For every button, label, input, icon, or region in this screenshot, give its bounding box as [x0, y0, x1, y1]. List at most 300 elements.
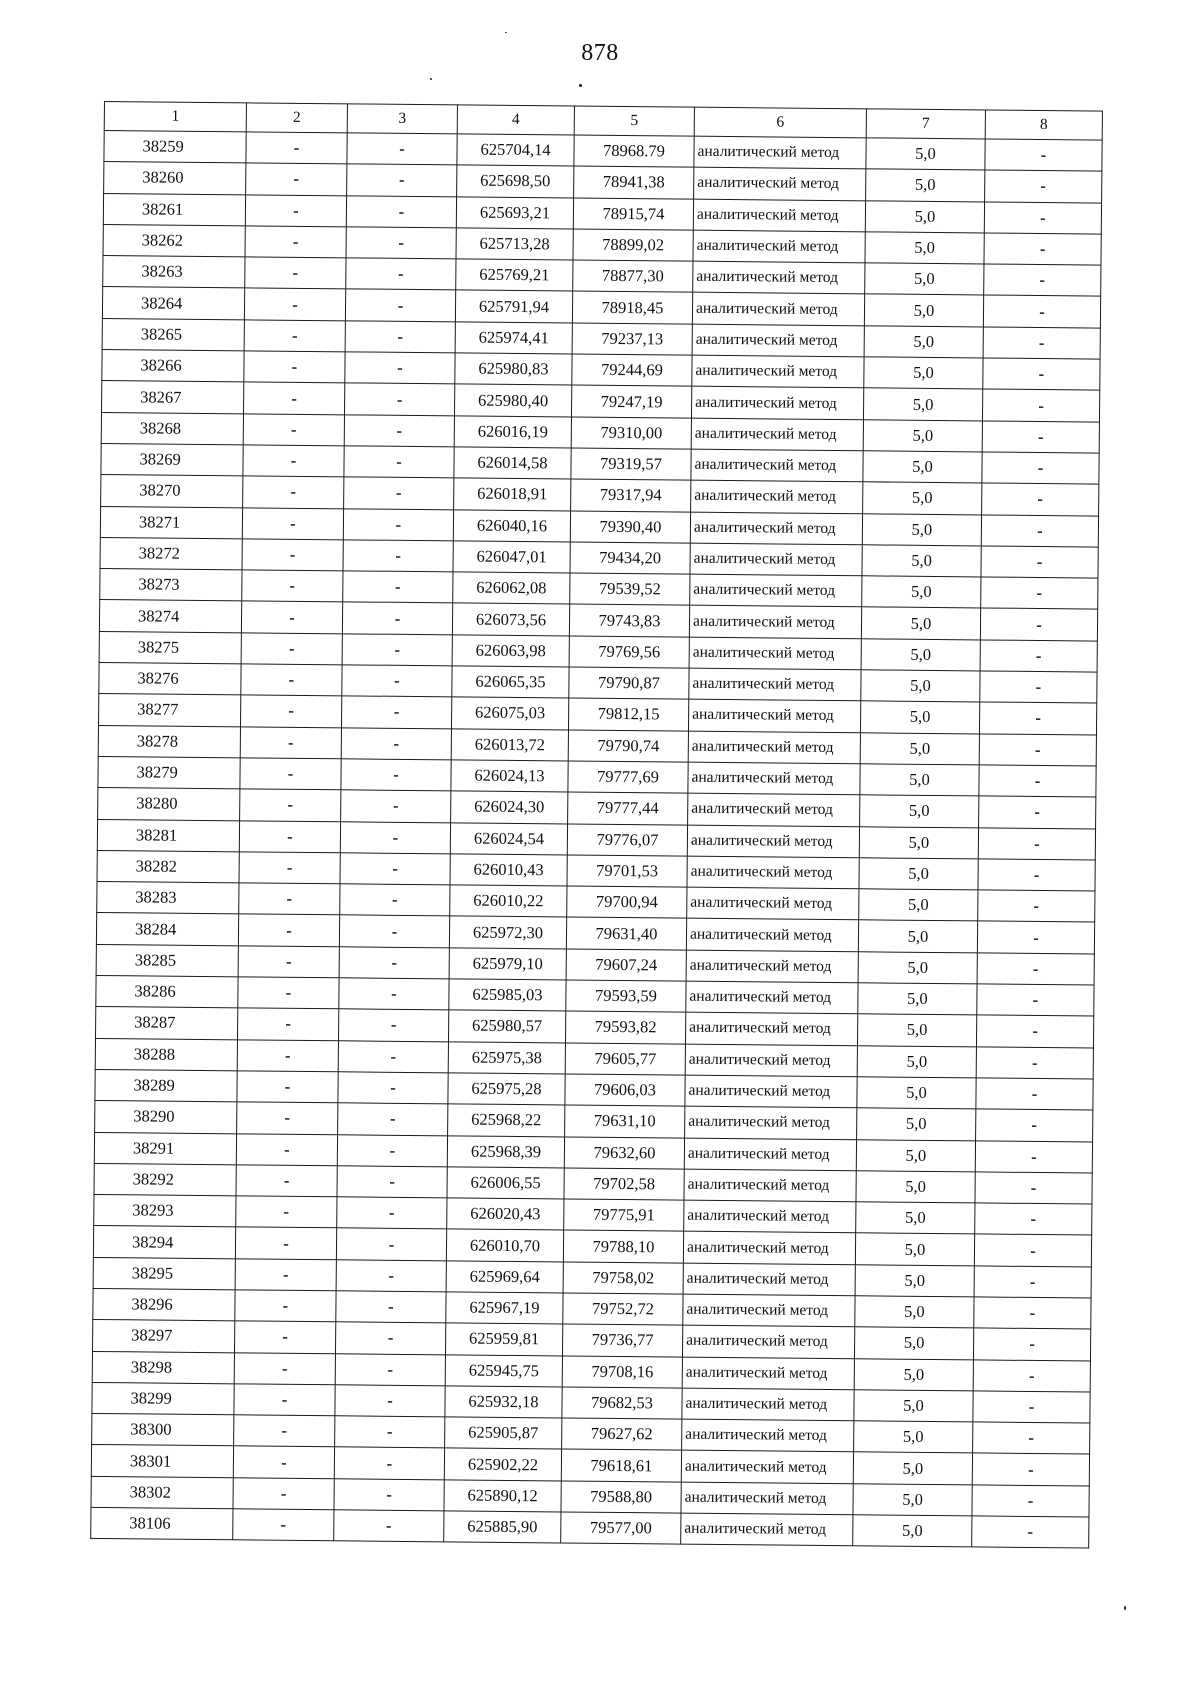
coord-x-cell: 626010,43 — [450, 854, 567, 886]
col2-cell: - — [243, 414, 344, 446]
col3-cell: - — [335, 1322, 445, 1354]
accuracy-cell: 5,0 — [857, 1045, 976, 1077]
col3-cell: - — [345, 289, 455, 321]
accuracy-cell: 5,0 — [861, 639, 980, 671]
col3-cell: - — [345, 383, 455, 415]
col3-cell: - — [344, 414, 454, 446]
coord-y-cell: 79682,53 — [562, 1387, 682, 1419]
col2-cell: - — [233, 1478, 334, 1510]
col3-cell: - — [334, 1447, 444, 1479]
col3-cell: - — [336, 1259, 446, 1291]
method-cell: аналитический метод — [683, 1294, 855, 1327]
method-cell: аналитический метод — [687, 856, 859, 889]
method-cell: аналитический метод — [690, 512, 862, 545]
point-number-cell: 38284 — [96, 913, 238, 946]
col2-cell: - — [239, 883, 340, 915]
accuracy-cell: 5,0 — [860, 732, 979, 764]
column-header-7: 7 — [866, 109, 985, 139]
col3-cell: - — [341, 696, 451, 728]
method-cell: аналитический метод — [686, 950, 858, 983]
coord-x-cell: 626018,91 — [454, 478, 571, 510]
point-number-cell: 38274 — [99, 600, 241, 633]
col8-cell: - — [972, 1516, 1089, 1548]
col8-cell: - — [985, 139, 1102, 171]
page-number: 878 — [581, 40, 619, 66]
point-number-cell: 38293 — [94, 1195, 236, 1228]
point-number-cell: 38264 — [102, 287, 244, 320]
col8-cell: - — [983, 358, 1100, 390]
coord-y-cell: 79790,74 — [568, 730, 688, 762]
method-cell: аналитический метод — [686, 981, 858, 1014]
coord-y-cell: 78915,74 — [573, 198, 693, 230]
coord-x-cell: 625979,10 — [449, 948, 566, 980]
col2-cell: - — [237, 1008, 338, 1040]
accuracy-cell: 5,0 — [865, 232, 984, 264]
coord-y-cell: 79244,69 — [572, 354, 692, 386]
col8-cell: - — [976, 1109, 1093, 1141]
accuracy-cell: 5,0 — [853, 1452, 972, 1484]
coord-x-cell: 625693,21 — [456, 196, 573, 228]
col8-cell: - — [985, 170, 1102, 202]
point-number-cell: 38302 — [91, 1476, 233, 1509]
col2-cell: - — [239, 852, 340, 884]
accuracy-cell: 5,0 — [863, 388, 982, 420]
method-cell: аналитический метод — [682, 1357, 854, 1390]
col8-cell: - — [977, 921, 1094, 953]
coord-y-cell: 79788,10 — [563, 1230, 683, 1262]
accuracy-cell: 5,0 — [862, 513, 981, 545]
method-cell: аналитический метод — [683, 1232, 855, 1265]
col8-cell: - — [980, 608, 1097, 640]
scan-speck — [1124, 1606, 1126, 1610]
col2-cell: - — [241, 695, 342, 727]
method-cell: аналитический метод — [693, 230, 865, 263]
col3-cell: - — [335, 1385, 445, 1417]
coord-x-cell: 625698,50 — [457, 165, 574, 197]
coord-y-cell: 79607,24 — [566, 949, 686, 981]
accuracy-cell: 5,0 — [857, 1014, 976, 1046]
point-number-cell: 38267 — [102, 381, 244, 414]
point-number-cell: 38259 — [104, 131, 246, 164]
point-number-cell: 38277 — [99, 694, 241, 727]
point-number-cell: 38276 — [99, 663, 241, 696]
col8-cell: - — [981, 515, 1098, 547]
col3-cell: - — [337, 1166, 447, 1198]
accuracy-cell: 5,0 — [853, 1484, 972, 1516]
col8-cell: - — [976, 1078, 1093, 1110]
coord-x-cell: 626024,13 — [451, 760, 568, 792]
coord-y-cell: 78918,45 — [572, 291, 692, 323]
point-number-cell: 38261 — [103, 193, 245, 226]
point-number-cell: 38281 — [97, 819, 239, 852]
coord-y-cell: 78941,38 — [574, 166, 694, 198]
point-number-cell: 38296 — [93, 1288, 235, 1321]
point-number-cell: 38300 — [92, 1414, 234, 1447]
col8-cell: - — [974, 1234, 1091, 1266]
col8-cell: - — [973, 1328, 1090, 1360]
method-cell: аналитический метод — [687, 887, 859, 920]
point-number-cell: 38291 — [94, 1132, 236, 1165]
col8-cell: - — [975, 1172, 1092, 1204]
col3-cell: - — [343, 508, 453, 540]
accuracy-cell: 5,0 — [862, 576, 981, 608]
point-number-cell: 38268 — [101, 412, 243, 445]
col2-cell: - — [237, 1071, 338, 1103]
accuracy-cell: 5,0 — [855, 1296, 974, 1328]
accuracy-cell: 5,0 — [864, 326, 983, 358]
accuracy-cell: 5,0 — [857, 1077, 976, 1109]
col2-cell: - — [245, 257, 346, 289]
method-cell: аналитический метод — [694, 167, 866, 200]
accuracy-cell: 5,0 — [854, 1390, 973, 1422]
col2-cell: - — [235, 1259, 336, 1291]
coord-y-cell: 79317,94 — [571, 479, 691, 511]
method-cell: аналитический метод — [682, 1419, 854, 1452]
coord-x-cell: 626016,19 — [454, 416, 571, 448]
method-cell: аналитический метод — [688, 793, 860, 826]
point-number-cell: 38260 — [104, 162, 246, 195]
col3-cell: - — [342, 602, 452, 634]
point-number-cell: 38273 — [100, 569, 242, 602]
col3-cell: - — [341, 790, 451, 822]
method-cell: аналитический метод — [691, 387, 863, 420]
col3-cell: - — [336, 1291, 446, 1323]
coord-x-cell: 626013,72 — [451, 729, 568, 761]
method-cell: аналитический метод — [690, 574, 862, 607]
col3-cell: - — [341, 727, 451, 759]
coord-x-cell: 625972,30 — [449, 916, 566, 948]
method-cell: аналитический метод — [691, 480, 863, 513]
coord-x-cell: 625968,39 — [447, 1135, 564, 1167]
coord-x-cell: 626020,43 — [447, 1198, 564, 1230]
scan-speck — [505, 32, 507, 33]
coord-x-cell: 625905,87 — [445, 1417, 562, 1449]
col8-cell: - — [972, 1485, 1089, 1517]
method-cell: аналитический метод — [687, 825, 859, 858]
col8-cell: - — [978, 890, 1095, 922]
accuracy-cell: 5,0 — [864, 294, 983, 326]
accuracy-cell: 5,0 — [866, 138, 985, 170]
accuracy-cell: 5,0 — [859, 826, 978, 858]
coord-y-cell: 79577,00 — [561, 1512, 681, 1544]
accuracy-cell: 5,0 — [854, 1358, 973, 1390]
col8-cell: - — [976, 1015, 1093, 1047]
accuracy-cell: 5,0 — [856, 1139, 975, 1171]
col2-cell: - — [234, 1415, 335, 1447]
column-header-4: 4 — [457, 105, 574, 135]
col2-cell: - — [240, 758, 341, 790]
method-cell: аналитический метод — [693, 199, 865, 232]
col3-cell: - — [339, 915, 449, 947]
column-header-5: 5 — [574, 106, 694, 136]
point-number-cell: 38283 — [97, 882, 239, 915]
coord-x-cell: 626006,55 — [447, 1167, 564, 1199]
table-body — [91, 131, 1102, 1549]
col2-cell: - — [246, 163, 347, 195]
method-cell: аналитический метод — [689, 668, 861, 701]
point-number-cell: 38295 — [93, 1257, 235, 1290]
col2-cell: - — [241, 601, 342, 633]
col3-cell: - — [344, 477, 454, 509]
col2-cell: - — [237, 1039, 338, 1071]
point-number-cell: 38262 — [103, 224, 245, 257]
method-cell: аналитический метод — [689, 637, 861, 670]
col2-cell: - — [241, 633, 342, 665]
method-cell: аналитический метод — [691, 449, 863, 482]
coord-x-cell: 625975,28 — [448, 1073, 565, 1105]
col8-cell: - — [980, 671, 1097, 703]
point-number-cell: 38289 — [95, 1069, 237, 1102]
method-cell: аналитический метод — [684, 1200, 856, 1233]
accuracy-cell: 5,0 — [863, 451, 982, 483]
coord-x-cell: 625969,64 — [446, 1261, 563, 1293]
point-number-cell: 38294 — [93, 1226, 235, 1259]
col2-cell: - — [238, 946, 339, 978]
col2-cell: - — [244, 351, 345, 383]
col3-cell: - — [347, 164, 457, 196]
accuracy-cell: 5,0 — [858, 983, 977, 1015]
accuracy-cell: 5,0 — [854, 1327, 973, 1359]
col2-cell: - — [242, 539, 343, 571]
point-number-cell: 38280 — [98, 788, 240, 821]
coord-x-cell: 625980,57 — [448, 1010, 565, 1042]
col8-cell: - — [975, 1203, 1092, 1235]
coord-x-cell: 625769,21 — [456, 259, 573, 291]
col8-cell: - — [977, 984, 1094, 1016]
column-header-6: 6 — [694, 107, 866, 138]
col3-cell: - — [343, 540, 453, 572]
point-number-cell: 38106 — [91, 1508, 233, 1541]
coord-y-cell: 79618,61 — [561, 1449, 681, 1481]
accuracy-cell: 5,0 — [855, 1233, 974, 1265]
col2-cell: - — [236, 1133, 337, 1165]
coord-y-cell: 79310,00 — [571, 417, 691, 449]
col2-cell: - — [234, 1321, 335, 1353]
col2-cell: - — [234, 1384, 335, 1416]
column-header-2: 2 — [246, 103, 347, 133]
coord-y-cell: 79743,83 — [569, 604, 689, 636]
col3-cell: - — [337, 1134, 447, 1166]
coord-y-cell: 79790,87 — [569, 667, 689, 699]
coord-y-cell: 79736,77 — [562, 1324, 682, 1356]
point-number-cell: 38297 — [93, 1320, 235, 1353]
point-number-cell: 38270 — [101, 475, 243, 508]
coord-x-cell: 625932,18 — [445, 1386, 562, 1418]
col3-cell: - — [334, 1510, 444, 1542]
col8-cell: - — [982, 389, 1099, 421]
col8-cell: - — [975, 1140, 1092, 1172]
coord-x-cell: 626040,16 — [453, 509, 570, 541]
coord-y-cell: 79247,19 — [571, 385, 691, 417]
coord-y-cell: 79700,94 — [567, 886, 687, 918]
col8-cell: - — [978, 827, 1095, 859]
col3-cell: - — [338, 1040, 448, 1072]
col2-cell: - — [243, 476, 344, 508]
coord-y-cell: 79812,15 — [568, 698, 688, 730]
method-cell: аналитический метод — [683, 1263, 855, 1296]
coord-x-cell: 625974,41 — [455, 322, 572, 354]
point-number-cell: 38301 — [91, 1445, 233, 1478]
col8-cell: - — [979, 765, 1096, 797]
coord-y-cell: 79631,40 — [566, 917, 686, 949]
method-cell: аналитический метод — [681, 1513, 853, 1546]
col8-cell: - — [983, 295, 1100, 327]
col2-cell: - — [239, 820, 340, 852]
col3-cell: - — [334, 1479, 444, 1511]
col2-cell: - — [235, 1227, 336, 1259]
col8-cell: - — [980, 640, 1097, 672]
col8-cell: - — [983, 327, 1100, 359]
col2-cell: - — [242, 507, 343, 539]
coord-y-cell: 79319,57 — [571, 448, 691, 480]
coord-x-cell: 625902,22 — [444, 1448, 561, 1480]
coord-x-cell: 626047,01 — [453, 541, 570, 573]
method-cell: аналитический метод — [682, 1325, 854, 1358]
method-cell: аналитический метод — [684, 1169, 856, 1202]
method-cell: аналитический метод — [685, 1012, 857, 1045]
coord-y-cell: 79708,16 — [562, 1356, 682, 1388]
point-number-cell: 38266 — [102, 350, 244, 383]
col3-cell: - — [340, 821, 450, 853]
col3-cell: - — [345, 352, 455, 384]
col3-cell: - — [347, 133, 457, 165]
coord-y-cell: 79627,62 — [562, 1418, 682, 1450]
accuracy-cell: 5,0 — [864, 357, 983, 389]
coord-y-cell: 79702,58 — [564, 1168, 684, 1200]
col3-cell: - — [339, 947, 449, 979]
accuracy-cell: 5,0 — [860, 795, 979, 827]
method-cell: аналитический метод — [685, 1044, 857, 1077]
point-number-cell: 38265 — [102, 318, 244, 351]
col8-cell: - — [973, 1391, 1090, 1423]
coordinates-table — [90, 101, 1103, 1549]
coord-x-cell: 626075,03 — [451, 697, 568, 729]
method-cell: аналитический метод — [685, 1106, 857, 1139]
method-cell: аналитический метод — [690, 543, 862, 576]
col8-cell: - — [984, 233, 1101, 265]
coord-y-cell: 79701,53 — [567, 855, 687, 887]
coord-y-cell: 79632,60 — [564, 1136, 684, 1168]
coord-y-cell: 79539,52 — [570, 573, 690, 605]
col3-cell: - — [340, 884, 450, 916]
coord-y-cell: 79777,69 — [568, 761, 688, 793]
col2-cell: - — [235, 1290, 336, 1322]
coord-y-cell: 79758,02 — [563, 1262, 683, 1294]
col3-cell: - — [346, 195, 456, 227]
accuracy-cell: 5,0 — [862, 545, 981, 577]
point-number-cell: 38279 — [98, 756, 240, 789]
accuracy-cell: 5,0 — [860, 764, 979, 796]
coord-x-cell: 625704,14 — [457, 134, 574, 166]
col3-cell: - — [337, 1197, 447, 1229]
col2-cell: - — [236, 1196, 337, 1228]
col8-cell: - — [981, 577, 1098, 609]
coord-y-cell: 78968.79 — [574, 135, 694, 167]
method-cell: аналитический метод — [682, 1388, 854, 1421]
col3-cell: - — [344, 446, 454, 478]
scan-speck — [579, 84, 582, 87]
accuracy-cell: 5,0 — [861, 670, 980, 702]
coord-x-cell: 625980,83 — [455, 353, 572, 385]
method-cell: аналитический метод — [692, 293, 864, 326]
coord-x-cell: 625975,38 — [448, 1041, 565, 1073]
accuracy-cell: 5,0 — [856, 1202, 975, 1234]
coord-y-cell: 79390,40 — [570, 511, 690, 543]
col8-cell: - — [981, 546, 1098, 578]
point-number-cell: 38282 — [97, 850, 239, 883]
method-cell: аналитический метод — [688, 731, 860, 764]
method-cell: аналитический метод — [693, 261, 865, 294]
accuracy-cell: 5,0 — [861, 607, 980, 639]
accuracy-cell: 5,0 — [857, 1108, 976, 1140]
col2-cell: - — [236, 1165, 337, 1197]
method-cell: аналитический метод — [688, 762, 860, 795]
coord-x-cell: 626065,35 — [452, 666, 569, 698]
point-number-cell: 38278 — [98, 725, 240, 758]
col3-cell: - — [336, 1228, 446, 1260]
point-number-cell: 38290 — [95, 1101, 237, 1134]
col8-cell: - — [972, 1453, 1089, 1485]
accuracy-cell: 5,0 — [863, 482, 982, 514]
point-number-cell: 38271 — [100, 506, 242, 539]
col2-cell: - — [244, 382, 345, 414]
col8-cell: - — [977, 953, 1094, 985]
coord-x-cell: 626073,56 — [452, 603, 569, 635]
col3-cell: - — [346, 258, 456, 290]
col3-cell: - — [345, 321, 455, 353]
coord-x-cell: 625967,19 — [446, 1292, 563, 1324]
method-cell: аналитический метод — [692, 355, 864, 388]
col8-cell: - — [984, 202, 1101, 234]
coord-y-cell: 79777,44 — [568, 792, 688, 824]
col3-cell: - — [338, 1103, 448, 1135]
col8-cell: - — [978, 859, 1095, 891]
col8-cell: - — [982, 483, 1099, 515]
coord-y-cell: 79631,10 — [565, 1105, 685, 1137]
col3-cell: - — [335, 1353, 445, 1385]
point-number-cell: 38288 — [95, 1038, 237, 1071]
col3-cell: - — [342, 634, 452, 666]
accuracy-cell: 5,0 — [853, 1515, 972, 1547]
point-number-cell: 38292 — [94, 1163, 236, 1196]
col2-cell: - — [233, 1509, 334, 1541]
col3-cell: - — [340, 853, 450, 885]
point-number-cell: 38287 — [96, 1007, 238, 1040]
coord-x-cell: 626014,58 — [454, 447, 571, 479]
col2-cell: - — [245, 226, 346, 258]
coord-y-cell: 79593,82 — [565, 1011, 685, 1043]
accuracy-cell: 5,0 — [858, 920, 977, 952]
col3-cell: - — [341, 759, 451, 791]
coord-y-cell: 79606,03 — [565, 1074, 685, 1106]
coord-x-cell: 626063,98 — [452, 635, 569, 667]
col2-cell: - — [245, 194, 346, 226]
accuracy-cell: 5,0 — [854, 1421, 973, 1453]
coord-y-cell: 79752,72 — [563, 1293, 683, 1325]
coord-x-cell: 625791,94 — [455, 290, 572, 322]
coord-y-cell: 79593,59 — [566, 980, 686, 1012]
method-cell: аналитический метод — [694, 136, 866, 169]
coord-x-cell: 625985,03 — [449, 979, 566, 1011]
point-number-cell: 38263 — [103, 256, 245, 289]
coord-y-cell: 79434,20 — [570, 542, 690, 574]
accuracy-cell: 5,0 — [865, 263, 984, 295]
accuracy-cell: 5,0 — [855, 1264, 974, 1296]
col2-cell: - — [234, 1352, 335, 1384]
method-cell: аналитический метод — [692, 324, 864, 357]
coord-x-cell: 625890,12 — [444, 1480, 561, 1512]
col3-cell: - — [343, 571, 453, 603]
